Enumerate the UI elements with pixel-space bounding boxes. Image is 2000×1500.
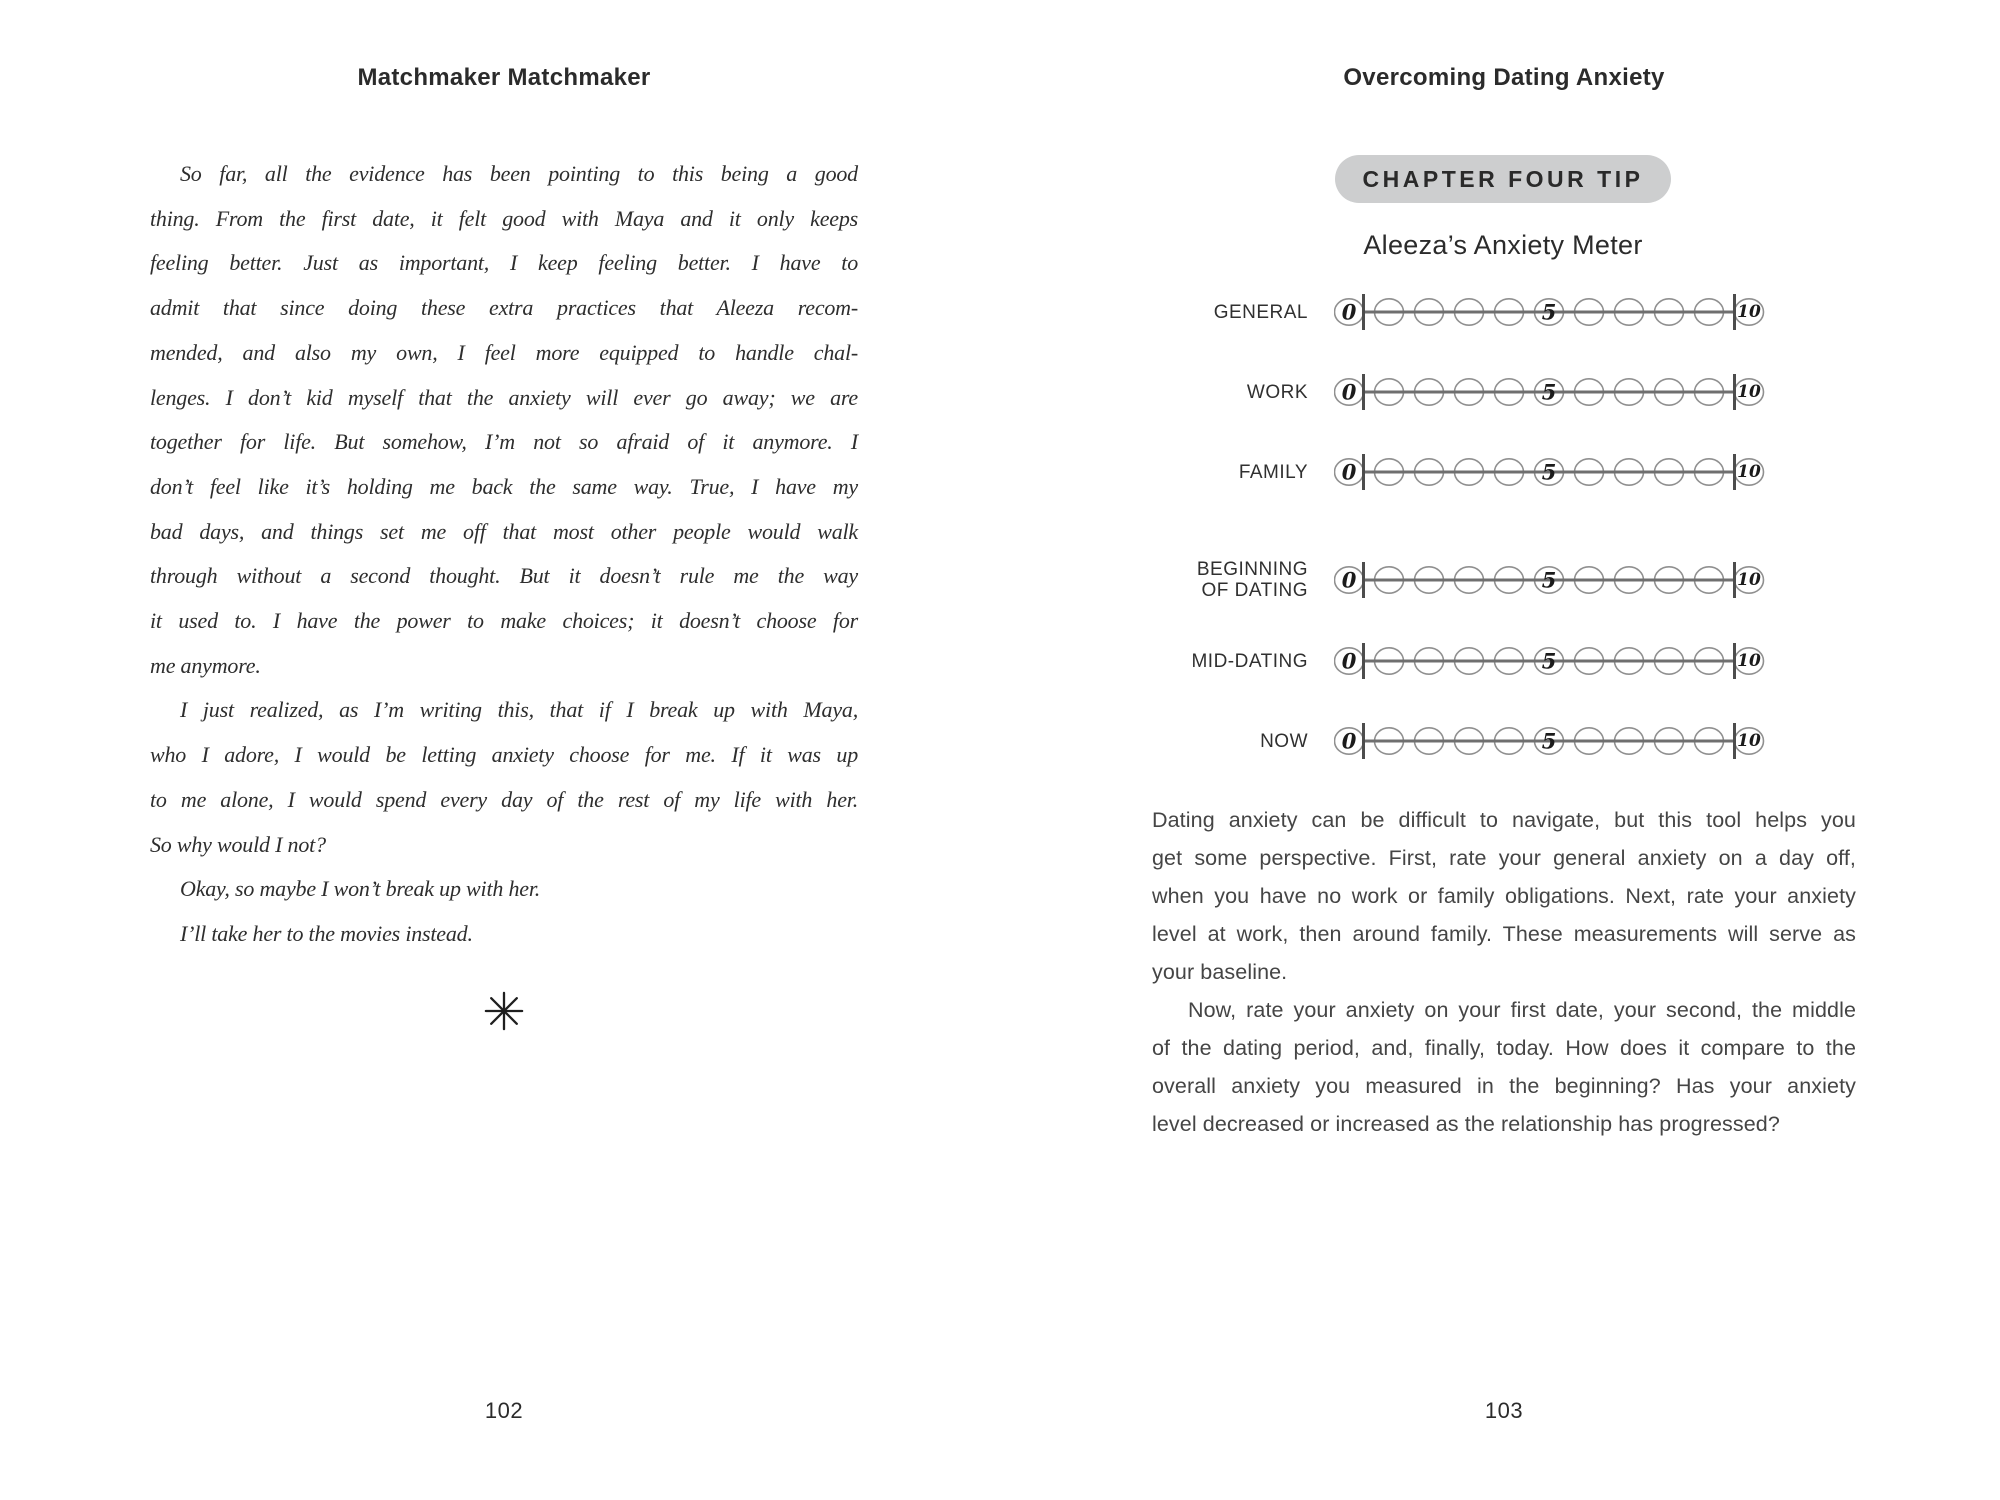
meter-row-mid-dating [1150, 637, 1772, 685]
meter-row-now [1150, 717, 1772, 765]
text-line: Dating anxiety can be difficult to navigate, but this tool helps you [1152, 808, 1856, 832]
meter-row-label: FAMILY [1238, 461, 1308, 483]
right-page-number: 103 [1484, 1398, 1524, 1423]
meter-row-label: MID-DATING [1191, 650, 1308, 672]
svg-text:0: 0 [1341, 299, 1357, 325]
svg-text:0: 0 [1341, 379, 1357, 405]
eight-spoked-asterisk-icon [483, 990, 525, 1032]
right-body-text [1152, 801, 1856, 1143]
meter-row-beginning-of-dating [1150, 556, 1772, 604]
text-line: get some perspective. First, rate your general anxiety on a day off, [1152, 846, 1856, 870]
text-line: thing. From the first date, it felt good with Maya and it only keeps [150, 205, 858, 231]
text-line: admit that since doing these extra practices that Aleeza recom- [150, 295, 858, 321]
meter-row-label: BEGINNING OF DATING [1196, 559, 1308, 601]
svg-text:10: 10 [1737, 651, 1761, 671]
text-line: Now, rate your anxiety on your first date, your second, the middle [1188, 998, 1856, 1022]
right-running-head: Overcoming Dating Anxiety [1343, 64, 1665, 91]
svg-text:5: 5 [1541, 648, 1557, 674]
text-line: me anymore. [150, 652, 261, 678]
text-line: I just realized, as I’m writing this, that if I break up with Maya, [180, 697, 858, 723]
svg-text:5: 5 [1541, 459, 1557, 485]
text-line: through without a second thought. But it doesn’t rule me the way [150, 563, 858, 589]
svg-text:5: 5 [1541, 299, 1557, 325]
section-divider [150, 990, 858, 1037]
text-line: your baseline. [1152, 960, 1288, 984]
rating-scale [1334, 637, 1770, 685]
rating-scale [1334, 717, 1770, 765]
rating-scale [1334, 368, 1770, 416]
text-line: together for life. But somehow, I’m not so afraid of it anymore. I [150, 429, 858, 455]
svg-text:10: 10 [1737, 462, 1761, 482]
right-page [1000, 0, 2000, 1500]
svg-text:10: 10 [1737, 570, 1761, 590]
rating-scale [1334, 288, 1770, 336]
meter-row-work [1150, 368, 1772, 416]
left-page-number: 102 [484, 1398, 524, 1423]
rating-scale [1334, 556, 1770, 604]
text-line: overall anxiety you measured in the beginning? Has your anxiety [1152, 1074, 1856, 1098]
svg-text:0: 0 [1341, 728, 1357, 754]
left-body-text [150, 152, 858, 957]
chapter-tip-badge: CHAPTER FOUR TIP [1335, 155, 1671, 203]
svg-text:0: 0 [1341, 648, 1357, 674]
meter-title: Aleeza’s Anxiety Meter [1363, 230, 1643, 260]
text-line: So far, all the evidence has been pointing to this being a good [180, 161, 858, 186]
text-line: So why would I not? [150, 831, 326, 857]
meter-row-label: WORK [1246, 381, 1308, 403]
text-line: feeling better. Just as important, I keep feeling better. I have to [150, 250, 858, 276]
text-line: level decreased or increased as the relationship has progressed? [1152, 1112, 1780, 1136]
text-line: Okay, so maybe I won’t break up with her. [180, 876, 541, 902]
left-running-head: Matchmaker Matchmaker [357, 64, 651, 91]
svg-text:10: 10 [1737, 382, 1761, 402]
text-line: of the dating period, and, finally, today. How does it compare to the [1152, 1036, 1856, 1060]
meter-row-label: NOW [1260, 730, 1308, 752]
text-line: I’ll take her to the movies instead. [180, 920, 473, 946]
text-line: who I adore, I would be letting anxiety choose for me. If it was up [150, 742, 858, 768]
text-line: don’t feel like it’s holding me back the same way. True, I have my [150, 473, 858, 499]
svg-text:5: 5 [1541, 379, 1557, 405]
text-line: to me alone, I would spend every day of the rest of my life with her. [150, 786, 858, 812]
svg-text:5: 5 [1541, 728, 1557, 754]
text-line: mended, and also my own, I feel more equipped to handle chal- [150, 339, 858, 365]
text-line: level at work, then around family. These measurements will serve as [1152, 922, 1856, 946]
svg-text:0: 0 [1341, 459, 1357, 485]
text-line: lenges. I don’t kid myself that the anxiety will ever go away; we are [150, 384, 858, 410]
svg-text:10: 10 [1737, 731, 1761, 751]
text-line: when you have no work or family obligations. Next, rate your anxiety [1152, 884, 1856, 908]
text-line: it used to. I have the power to make choices; it doesn’t choose for [150, 608, 858, 634]
rating-scale [1334, 448, 1770, 496]
text-line: bad days, and things set me off that most other people would walk [150, 518, 858, 544]
meter-row-family [1150, 448, 1772, 496]
meter-row-general [1150, 288, 1772, 336]
svg-text:10: 10 [1737, 302, 1761, 322]
svg-text:0: 0 [1341, 567, 1357, 593]
svg-text:5: 5 [1541, 567, 1557, 593]
meter-row-label: GENERAL [1213, 301, 1308, 323]
